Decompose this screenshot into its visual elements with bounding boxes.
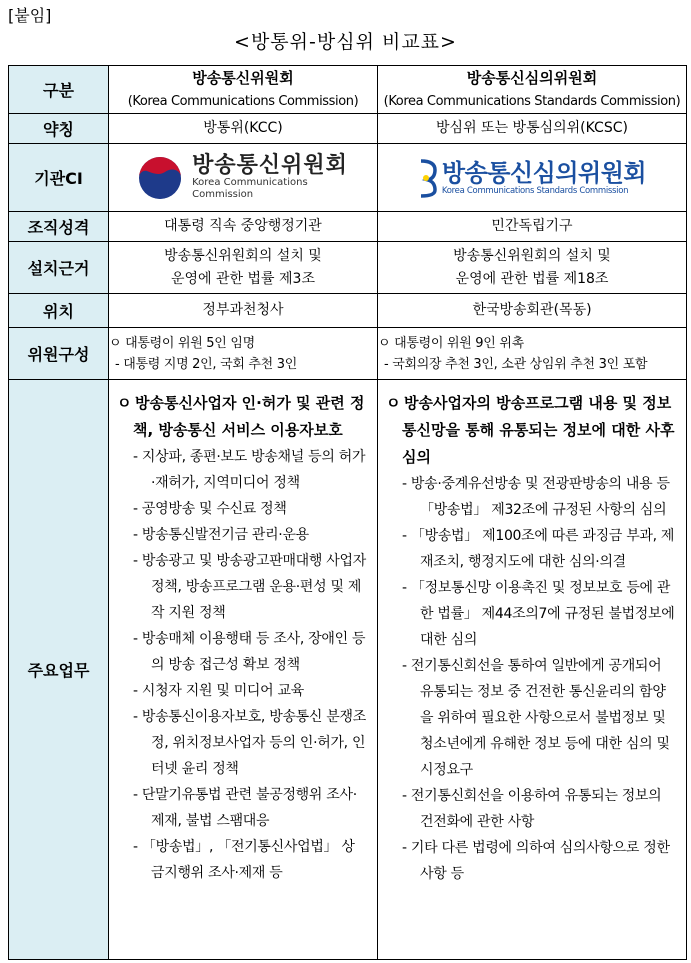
kcc-english: (Korea Communications Commission) (127, 93, 359, 109)
kcsc-basis (378, 242, 687, 294)
kcsc-members-line: ㅇ 대통령이 위원 9인 위촉 (378, 335, 524, 351)
row-abbreviation (9, 114, 687, 144)
kcsc-name: 방송통신심의위원회 (466, 68, 598, 87)
kcc-logo-english-2: Commission (192, 189, 254, 200)
kcsc-duty-main: ㅇ 방송사업자의 방송프로그램 내용 및 정보통신망을 통해 유통되는 정보에 대한 사후 심의 (386, 394, 675, 466)
row-location (9, 294, 687, 328)
kcc-duty-item: - 방송매체 이용행태 등 조사, 장애인 등의 방송 접근성 확보 정책 (133, 631, 366, 673)
kcsc-members (378, 328, 687, 380)
kcsc-basis-line: 운영에 관한 법률 제18조 (455, 270, 609, 287)
page-title: <방통위-방심위 비교표> (234, 31, 457, 53)
kcsc-duties (378, 380, 687, 960)
kcc-abbreviation: 방통위(KCC) (109, 114, 378, 144)
kcc-emblem-icon (138, 156, 182, 200)
kcsc-header (378, 66, 687, 114)
attachment-label: [붙임] (8, 6, 52, 25)
kcc-logo-name: 방송통신위원회 (192, 153, 348, 178)
row-ci (9, 144, 687, 212)
kcc-duty-item: - 시청자 지원 및 미디어 교육 (133, 683, 304, 699)
kcsc-english: (Korea Communications Standards Commission) (383, 93, 681, 109)
kcc-basis-line: 운영에 관한 법률 제3조 (171, 270, 315, 287)
kcsc-logo-english: Korea Communications Standards Commission (441, 185, 629, 196)
kcsc-duty-list (386, 471, 678, 887)
kcc-duty-item: - 단말기유통법 관련 불공정행위 조사·제재, 불법 스팸대응 (133, 787, 357, 829)
kcsc-emblem-icon (418, 158, 438, 198)
row-label: 조직성격 (9, 212, 109, 242)
kcsc-members-line: - 국회의장 추천 3인, 소관 상임위 추천 3인 포함 (384, 356, 648, 372)
kcc-members-line: ㅇ 대통령이 위원 5인 임명 (109, 335, 255, 351)
row-label: 기관CI (9, 144, 109, 212)
kcsc-duty-item: - 「방송법」 제100조에 따른 과징금 부과, 제재조치, 행정지도에 대한 심의·의결 (402, 528, 675, 570)
kcsc-basis-line: 방송통신위원회의 설치 및 (453, 247, 611, 264)
kcc-basis-line: 방송통신위원회의 설치 및 (164, 247, 322, 264)
row-label: 위치 (9, 294, 109, 328)
kcsc-abbreviation: 방심위 또는 방통심의위(KCSC) (378, 114, 687, 144)
row-label: 주요업무 (9, 380, 109, 960)
kcsc-duty-item: - 「정보통신망 이용촉진 및 정보보호 등에 관한 법률」 제44조의7에 규정된 불법정보에 대한 심의 (402, 580, 675, 648)
row-duties (9, 380, 687, 960)
kcc-duty-main: ㅇ 방송통신사업자 인·허가 및 관련 정책, 방송통신 서비스 이용자보호 (117, 394, 365, 439)
kcc-duty-item: - 지상파, 종편·보도 방송채널 등의 허가·재허가, 지역미디어 정책 (133, 449, 366, 491)
kcc-duty-item: - 「방송법」, 「전기통신사업법」 상 금지행위 조사·제재 등 (133, 839, 355, 881)
kcc-duties (109, 380, 378, 960)
row-label: 위원구성 (9, 328, 109, 380)
kcsc-location: 한국방송회관(목동) (378, 294, 687, 328)
row-label: 약칭 (9, 114, 109, 144)
kcc-duty-list (117, 444, 369, 886)
kcc-duty-item: - 공영방송 및 수신료 정책 (133, 501, 287, 517)
header-label: 구분 (9, 66, 109, 114)
row-label: 설치근거 (9, 242, 109, 294)
kcc-members (109, 328, 378, 380)
kcsc-duty-item: - 방송·중계유선방송 및 전광판방송의 내용 등 「방송법」 제32조에 규정된 사항의 심의 (402, 476, 670, 518)
row-members (9, 328, 687, 380)
kcc-name: 방송통신위원회 (192, 68, 294, 87)
header-row (9, 66, 687, 114)
kcc-members-line: - 대통령 지명 2인, 국회 추천 3인 (115, 356, 297, 372)
row-organization (9, 212, 687, 242)
comparison-table (8, 65, 687, 960)
kcc-header (109, 66, 378, 114)
kcc-organization: 대통령 직속 중앙행정기관 (109, 212, 378, 242)
kcc-logo (109, 144, 378, 212)
kcsc-organization: 민간독립기구 (378, 212, 687, 242)
kcc-logo-english-1: Korea Communications (192, 177, 308, 188)
kcsc-duty-item: - 전기통신회선을 통하여 일반에게 공개되어 유통되는 정보 중 건전한 통신윤리의 함양을 위하여 필요한 사항으로서 불법정보 및 청소년에게 유해한 정보 등에 대한 심의 및 시정요구 (402, 658, 670, 778)
kcsc-duty-item: - 기타 다른 법령에 의하여 심의사항으로 정한 사항 등 (402, 840, 670, 882)
row-basis (9, 242, 687, 294)
kcc-duty-item: - 방송광고 및 방송광고판매대행 사업자 정책, 방송프로그램 운용·편성 및 제작 지원 정책 (133, 553, 366, 621)
kcc-basis (109, 242, 378, 294)
kcsc-duty-item: - 전기통신회선을 이용하여 유통되는 정보의 건전화에 관한 사항 (402, 788, 662, 830)
kcc-duty-item: - 방송통신이용자보호, 방송통신 분쟁조정, 위치정보사업자 등의 인·허가, 인터넷 윤리 정책 (133, 709, 366, 777)
kcsc-logo (378, 144, 687, 212)
kcc-duty-item: - 방송통신발전기금 관리·운용 (133, 527, 309, 543)
kcsc-logo-name: 방송통신심의위원회 (441, 158, 647, 187)
kcc-location: 정부과천청사 (109, 294, 378, 328)
